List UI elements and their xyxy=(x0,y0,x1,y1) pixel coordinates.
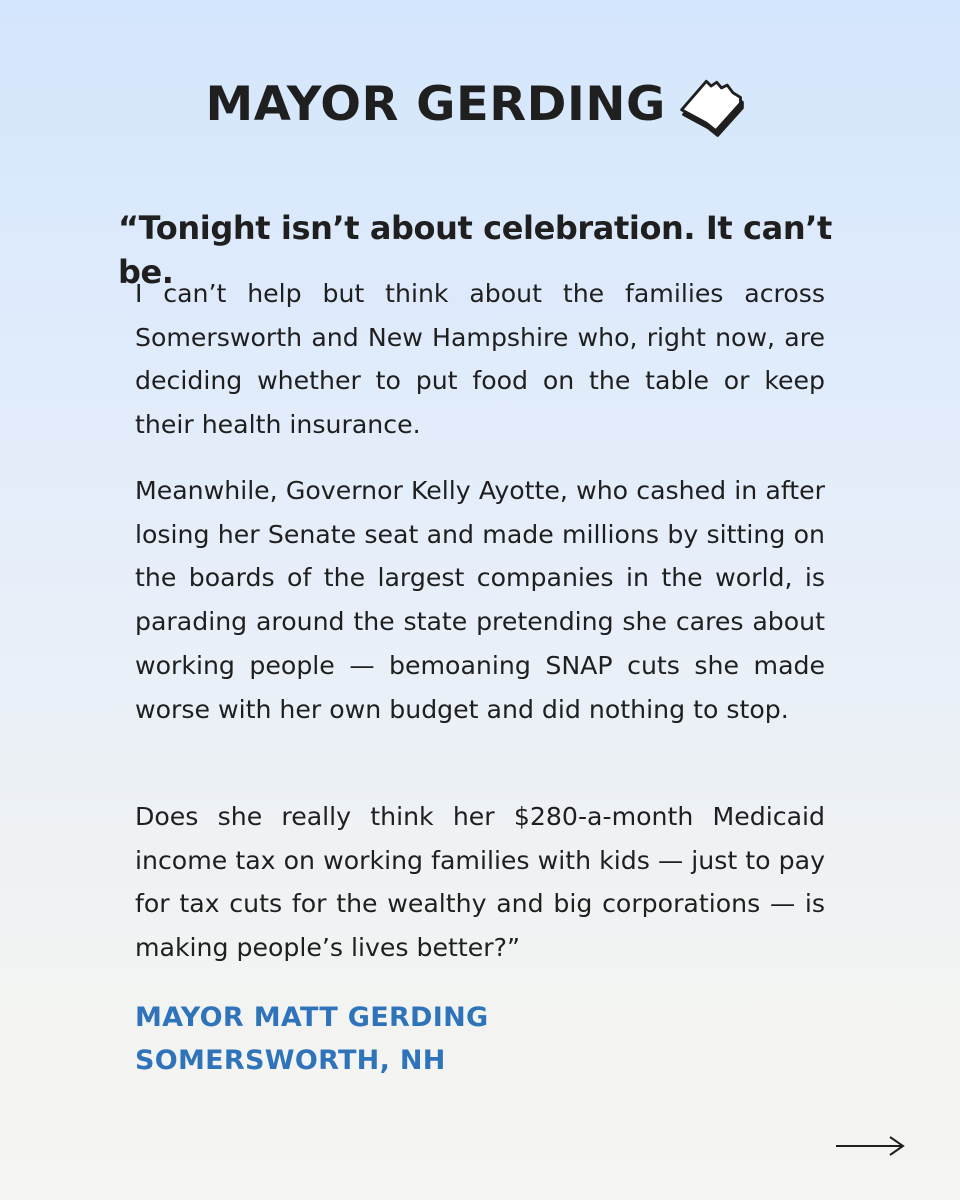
header xyxy=(0,64,960,144)
quote-paragraph-3: Does she really think her $280-a-month Medicaid income tax on working families with kids — just to pay for tax cuts for the wealthy and big corporations — is making people’s lives better?” xyxy=(135,802,825,963)
quote-paragraph-1: I can’t help but think about the families across Somersworth and New Hampshire who, right now, are deciding whether to put food on the table or keep their health insurance. xyxy=(135,279,825,440)
attribution-location: SOMERSWORTH, NH xyxy=(135,1045,446,1076)
quote-paragraph-2: Meanwhile, Governor Kelly Ayotte, who cashed in after losing her Senate seat and made millions by sitting on the boards of the largest companies in the world, is parading around the state pretending she cares about working people — bemoaning SNAP cuts she made worse with her own budget and did nothing to stop. xyxy=(135,476,825,724)
attribution xyxy=(135,996,488,1082)
quote-headline: “Tonight isn’t about celebration. It can’t be. xyxy=(118,209,832,291)
page-title: MAYOR GERDING xyxy=(205,76,667,132)
attribution-name: MAYOR MATT GERDING xyxy=(135,1002,489,1033)
arrow-right-icon[interactable] xyxy=(834,1132,906,1160)
nh-state-outline-icon xyxy=(674,68,750,144)
